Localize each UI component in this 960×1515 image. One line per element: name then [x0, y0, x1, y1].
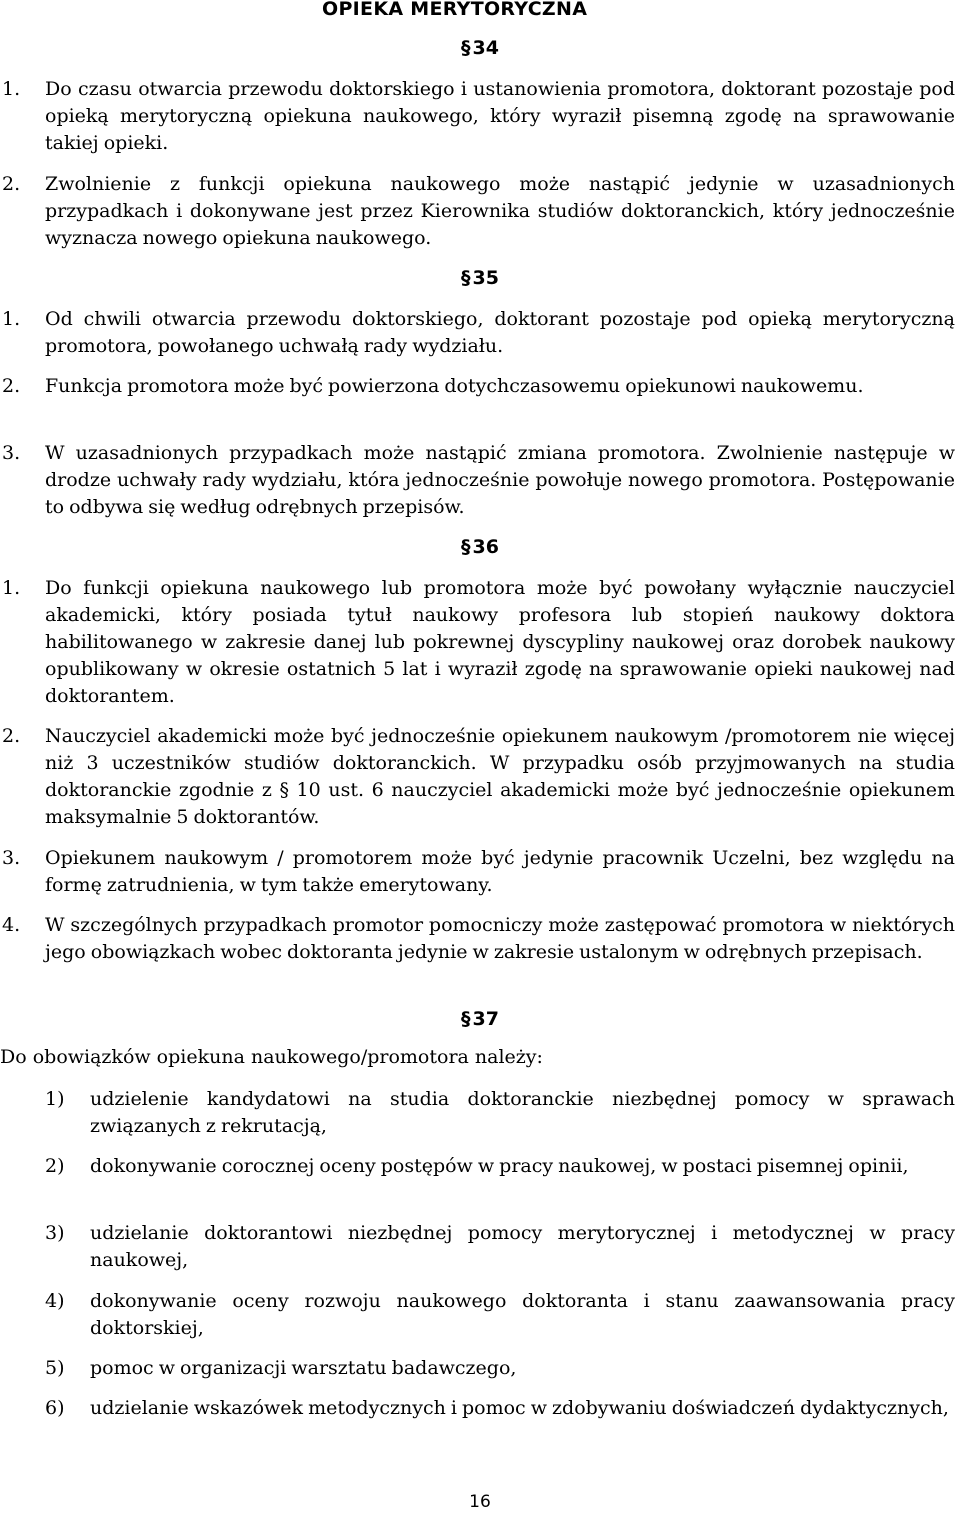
section-symbol: §: [461, 267, 471, 289]
section-heading-37: [0, 1007, 960, 1031]
section-number: 37: [472, 1008, 499, 1030]
section-symbol: §: [461, 536, 471, 558]
section-symbol: §: [461, 1008, 471, 1030]
paragraph-text: Od chwili otwarcia przewodu doktorskiego, doktorant pozostaje pod opieką merytoryczną promotora, powołanego uchwałą rady wydziału.: [45, 308, 955, 357]
paragraph-text: Nauczyciel akademicki może być jednocześnie opiekunem naukowym /promotorem nie więcej niż 3 uczestników studiów doktoranckich. W przypadku osób przyjmowanych na studia doktoranckie zgodnie z § 10 ust. 6 nauczyciel akademicki może być jednocześnie opiekunem maksymalnie 5 doktorantów.: [45, 725, 955, 828]
paragraph-number: 3.: [2, 442, 21, 464]
list-item-number: 6): [45, 1397, 65, 1419]
section-number: 35: [472, 267, 499, 289]
paragraph-text: W szczególnych przypadkach promotor pomocniczy może zastępować promotora w niektórych jego obowiązkach wobec doktoranta jedynie w zakresie ustalonym w odrębnych przepisach.: [45, 914, 955, 963]
list-item-number: 2): [45, 1155, 65, 1177]
page-number: 16: [469, 1492, 491, 1512]
paragraph-text: W uzasadnionych przypadkach może nastąpić zmiana promotora. Zwolnienie następuje w drodze uchwały rady wydziału, która jednocześnie powołuje nowego promotora. Postępowanie to odbywa się według odrębnych przepisów.: [45, 442, 955, 518]
list-item: [0, 1355, 955, 1382]
paragraph-number: 2.: [2, 173, 21, 195]
paragraph-36-3: [0, 845, 955, 899]
paragraph-34-1: [0, 76, 955, 157]
paragraph-number: 3.: [2, 847, 21, 869]
section-heading-34: [0, 36, 960, 60]
chapter-title: OPIEKA MERYTORYCZNA: [322, 0, 588, 20]
section-intro: Do obowiązków opiekuna naukowego/promotora należy:: [0, 1046, 543, 1068]
section-symbol: §: [461, 37, 471, 59]
paragraph-36-2: [0, 723, 955, 831]
section-number: 36: [472, 536, 499, 558]
paragraph-number: 1.: [2, 577, 21, 599]
paragraph-number: 1.: [2, 308, 21, 330]
paragraph-36-4: [0, 912, 955, 966]
paragraph-number: 2.: [2, 725, 21, 747]
paragraph-36-1: [0, 575, 955, 710]
list-item-number: 5): [45, 1357, 65, 1379]
list-item-number: 3): [45, 1222, 65, 1244]
paragraph-text: Zwolnienie z funkcji opiekuna naukowego może nastąpić jedynie w uzasadnionych przypadkach i dokonywane jest przez Kierownika studiów doktoranckich, który jednocześnie wyznacza nowego opiekuna naukowego.: [45, 173, 955, 249]
paragraph-text: Opiekunem naukowym / promotorem może być jedynie pracownik Uczelni, bez względu na formę zatrudnienia, w tym także emerytowany.: [45, 847, 955, 896]
section-number: 34: [472, 37, 499, 59]
paragraph-number: 4.: [2, 914, 21, 936]
section-heading-36: [0, 535, 960, 559]
list-item-text: udzielenie kandydatowi na studia doktoranckie niezbędnej pomocy w sprawach związanych z rekrutacją,: [90, 1088, 955, 1137]
list-item: [0, 1288, 955, 1342]
paragraph-text: Do funkcji opiekuna naukowego lub promotora może być powołany wyłącznie nauczyciel akademicki, który posiada tytuł naukowy profesora lub stopień naukowy doktora habilitowanego w zakresie danej lub pokrewnej dyscypliny naukowej oraz dorobek naukowy opublikowany w okresie ostatnich 5 lat i wyraził zgodę na sprawowanie opieki naukowej nad doktorantem.: [45, 577, 955, 707]
list-item-text: pomoc w organizacji warsztatu badawczego,: [90, 1357, 517, 1379]
list-item-text: dokonywanie oceny rozwoju naukowego doktoranta i stanu zaawansowania pracy doktorskiej,: [90, 1290, 955, 1339]
paragraph-35-1: [0, 306, 955, 360]
list-item: [0, 1395, 955, 1422]
section-heading-35: [0, 266, 960, 290]
paragraph-35-3: [0, 440, 955, 521]
paragraph-number: 2.: [2, 375, 21, 397]
paragraph-text: Funkcja promotora może być powierzona dotychczasowemu opiekunowi naukowemu.: [45, 375, 864, 397]
list-item: [0, 1086, 955, 1140]
list-item-number: 1): [45, 1088, 65, 1110]
paragraph-text: Do czasu otwarcia przewodu doktorskiego i ustanowienia promotora, doktorant pozostaje pod opieką merytoryczną opiekuna naukowego, który wyraził pisemną zgodę na sprawowanie takiej opieki.: [45, 78, 955, 154]
list-item-text: udzielanie doktorantowi niezbędnej pomocy merytorycznej i metodycznej w pracy naukowej,: [90, 1222, 955, 1271]
list-item: [0, 1220, 955, 1274]
list-item: [0, 1153, 955, 1180]
paragraph-number: 1.: [2, 78, 21, 100]
list-item-number: 4): [45, 1290, 65, 1312]
list-item-text: udzielanie wskazówek metodycznych i pomoc w zdobywaniu doświadczeń dydaktycznych,: [90, 1397, 949, 1419]
paragraph-35-2: [0, 373, 955, 400]
paragraph-34-2: [0, 171, 955, 252]
list-item-text: dokonywanie corocznej oceny postępów w pracy naukowej, w postaci pisemnej opinii,: [90, 1155, 909, 1177]
